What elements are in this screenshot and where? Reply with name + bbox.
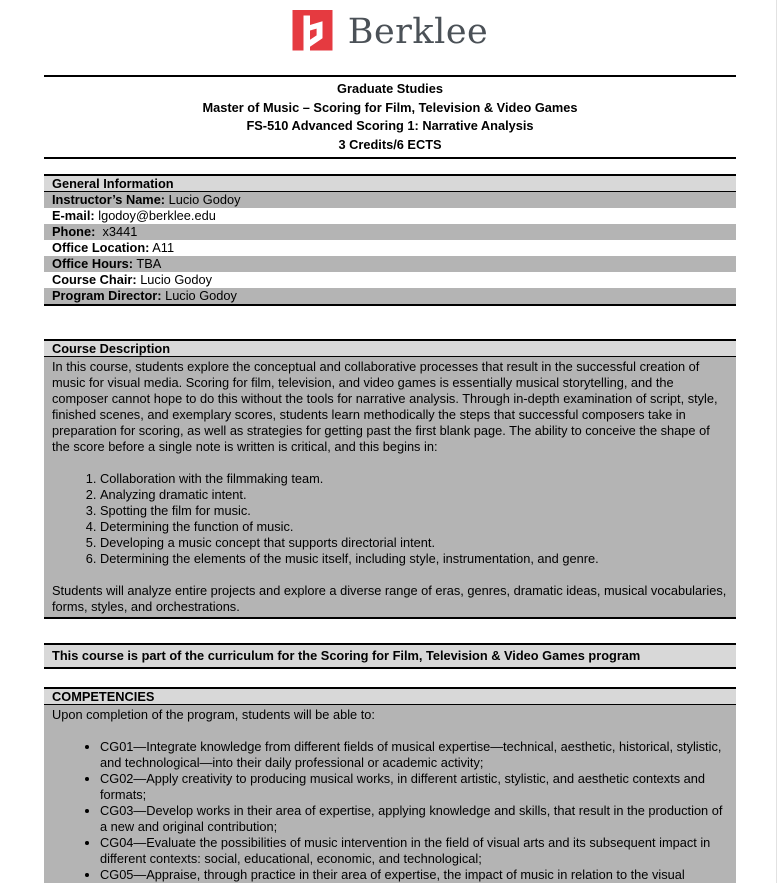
berklee-wordmark: Berklee: [347, 11, 489, 52]
course-description-body: [44, 357, 736, 619]
competencies-intro: Upon completion of the program, students will be able to:: [52, 707, 375, 722]
info-label: Instructor’s Name:: [52, 192, 166, 207]
list-item: • CG02—Apply creativity to producing musical works, in different artistic, stylistic, and aesthetic contexts and formats;: [100, 771, 728, 803]
general-information-title: General Information: [44, 176, 736, 192]
course-description-section: [44, 339, 736, 619]
competencies-body: [44, 705, 736, 883]
course-description-outro: Students will analyze entire projects and explore a diverse range of eras, genres, dramatic ideas, musical vocabularies, forms, styles, and orchestrations.: [52, 583, 727, 614]
list-item: • CG05—Appraise, through practice in their area of expertise, the impact of music in relation to the visual: [100, 867, 728, 883]
course-title: FS-510 Advanced Scoring 1: Narrative Analysis: [246, 118, 534, 133]
info-label: Phone:: [52, 224, 96, 239]
course-description-intro: In this course, students explore the conceptual and collaborative processes that result in the successful creation of music for visual media. Scoring for film, television, and video games is essentially musical storytelling, and the composer cannot hope to do this without the tools for narrative analysis. Through in-depth examination of script, style, finished scenes, and exemplary scores, students learn methodically the steps that successful composers take in preparation for scoring, as well as strategies for getting past the first blank page. The ability to conceive the shape of the score before a single note is written is critical, and this begins in:: [52, 359, 718, 454]
list-item: • CG03—Develop works in their area of expertise, applying knowledge and skills, that result in the production of a new and original contribution;: [100, 803, 728, 835]
info-row-course-chair: [44, 272, 736, 288]
competencies-section: [44, 687, 736, 883]
competencies-list: [52, 739, 728, 883]
info-label: Course Chair:: [52, 272, 137, 287]
list-item: • CG04—Evaluate the possibilities of music intervention in the field of visual arts and its subsequent impact in different contexts: social, educational, economic, and technological;: [100, 835, 728, 867]
program-banner: This course is part of the curriculum for the Scoring for Film, Television & Video Games program: [44, 643, 736, 669]
info-value: Lucio Godoy: [165, 288, 237, 303]
info-value: TBA: [136, 256, 162, 271]
info-row-office-location: [44, 240, 736, 256]
list-item: 4. Determining the function of music.: [100, 519, 728, 535]
info-value: x3441: [98, 224, 138, 239]
program-level: Graduate Studies: [337, 81, 443, 96]
degree-title: Master of Music – Scoring for Film, Television & Video Games: [202, 99, 578, 115]
info-label: Program Director:: [52, 288, 162, 303]
page-right-edge: [776, 0, 777, 883]
info-value: Lucio Godoy: [140, 272, 213, 287]
info-label: Office Hours:: [52, 256, 134, 271]
competencies-title: COMPETENCIES: [44, 689, 736, 705]
course-credits: 3 Credits/6 ECTS: [338, 136, 442, 152]
list-item: 3. Spotting the film for music.: [100, 503, 728, 519]
info-row-email: [44, 208, 736, 224]
info-label: Office Location:: [52, 240, 150, 255]
info-value: Lucio Godoy: [168, 192, 241, 207]
info-value: A11: [152, 240, 175, 255]
info-label: E-mail:: [52, 208, 95, 223]
general-information-table: [44, 174, 736, 306]
scoring-steps-list: [52, 471, 728, 567]
info-row-instructor: [44, 192, 736, 208]
list-item: • CG01—Integrate knowledge from different fields of musical expertise—technical, aesthetic, historical, stylistic, and technological—into their daily professional or academic activity;: [100, 739, 728, 771]
list-item: 6. Determining the elements of the music itself, including style, instrumentation, and genre.: [100, 551, 728, 567]
info-row-office-hours: [44, 256, 736, 272]
list-item: 1. Collaboration with the filmmaking team.: [100, 471, 728, 487]
doc-header: [44, 75, 736, 159]
list-item: 5. Developing a music concept that supports directorial intent.: [100, 535, 728, 551]
info-value: lgodoy@berklee.edu: [98, 208, 216, 223]
info-row-program-director: [44, 288, 736, 304]
list-item: 2. Analyzing dramatic intent.: [100, 487, 728, 503]
document-body: [44, 75, 736, 883]
berklee-b-logo-icon: [292, 10, 333, 58]
course-description-title: Course Description: [44, 341, 736, 357]
berklee-logo-header: [0, 0, 780, 58]
info-row-phone: [44, 224, 736, 240]
